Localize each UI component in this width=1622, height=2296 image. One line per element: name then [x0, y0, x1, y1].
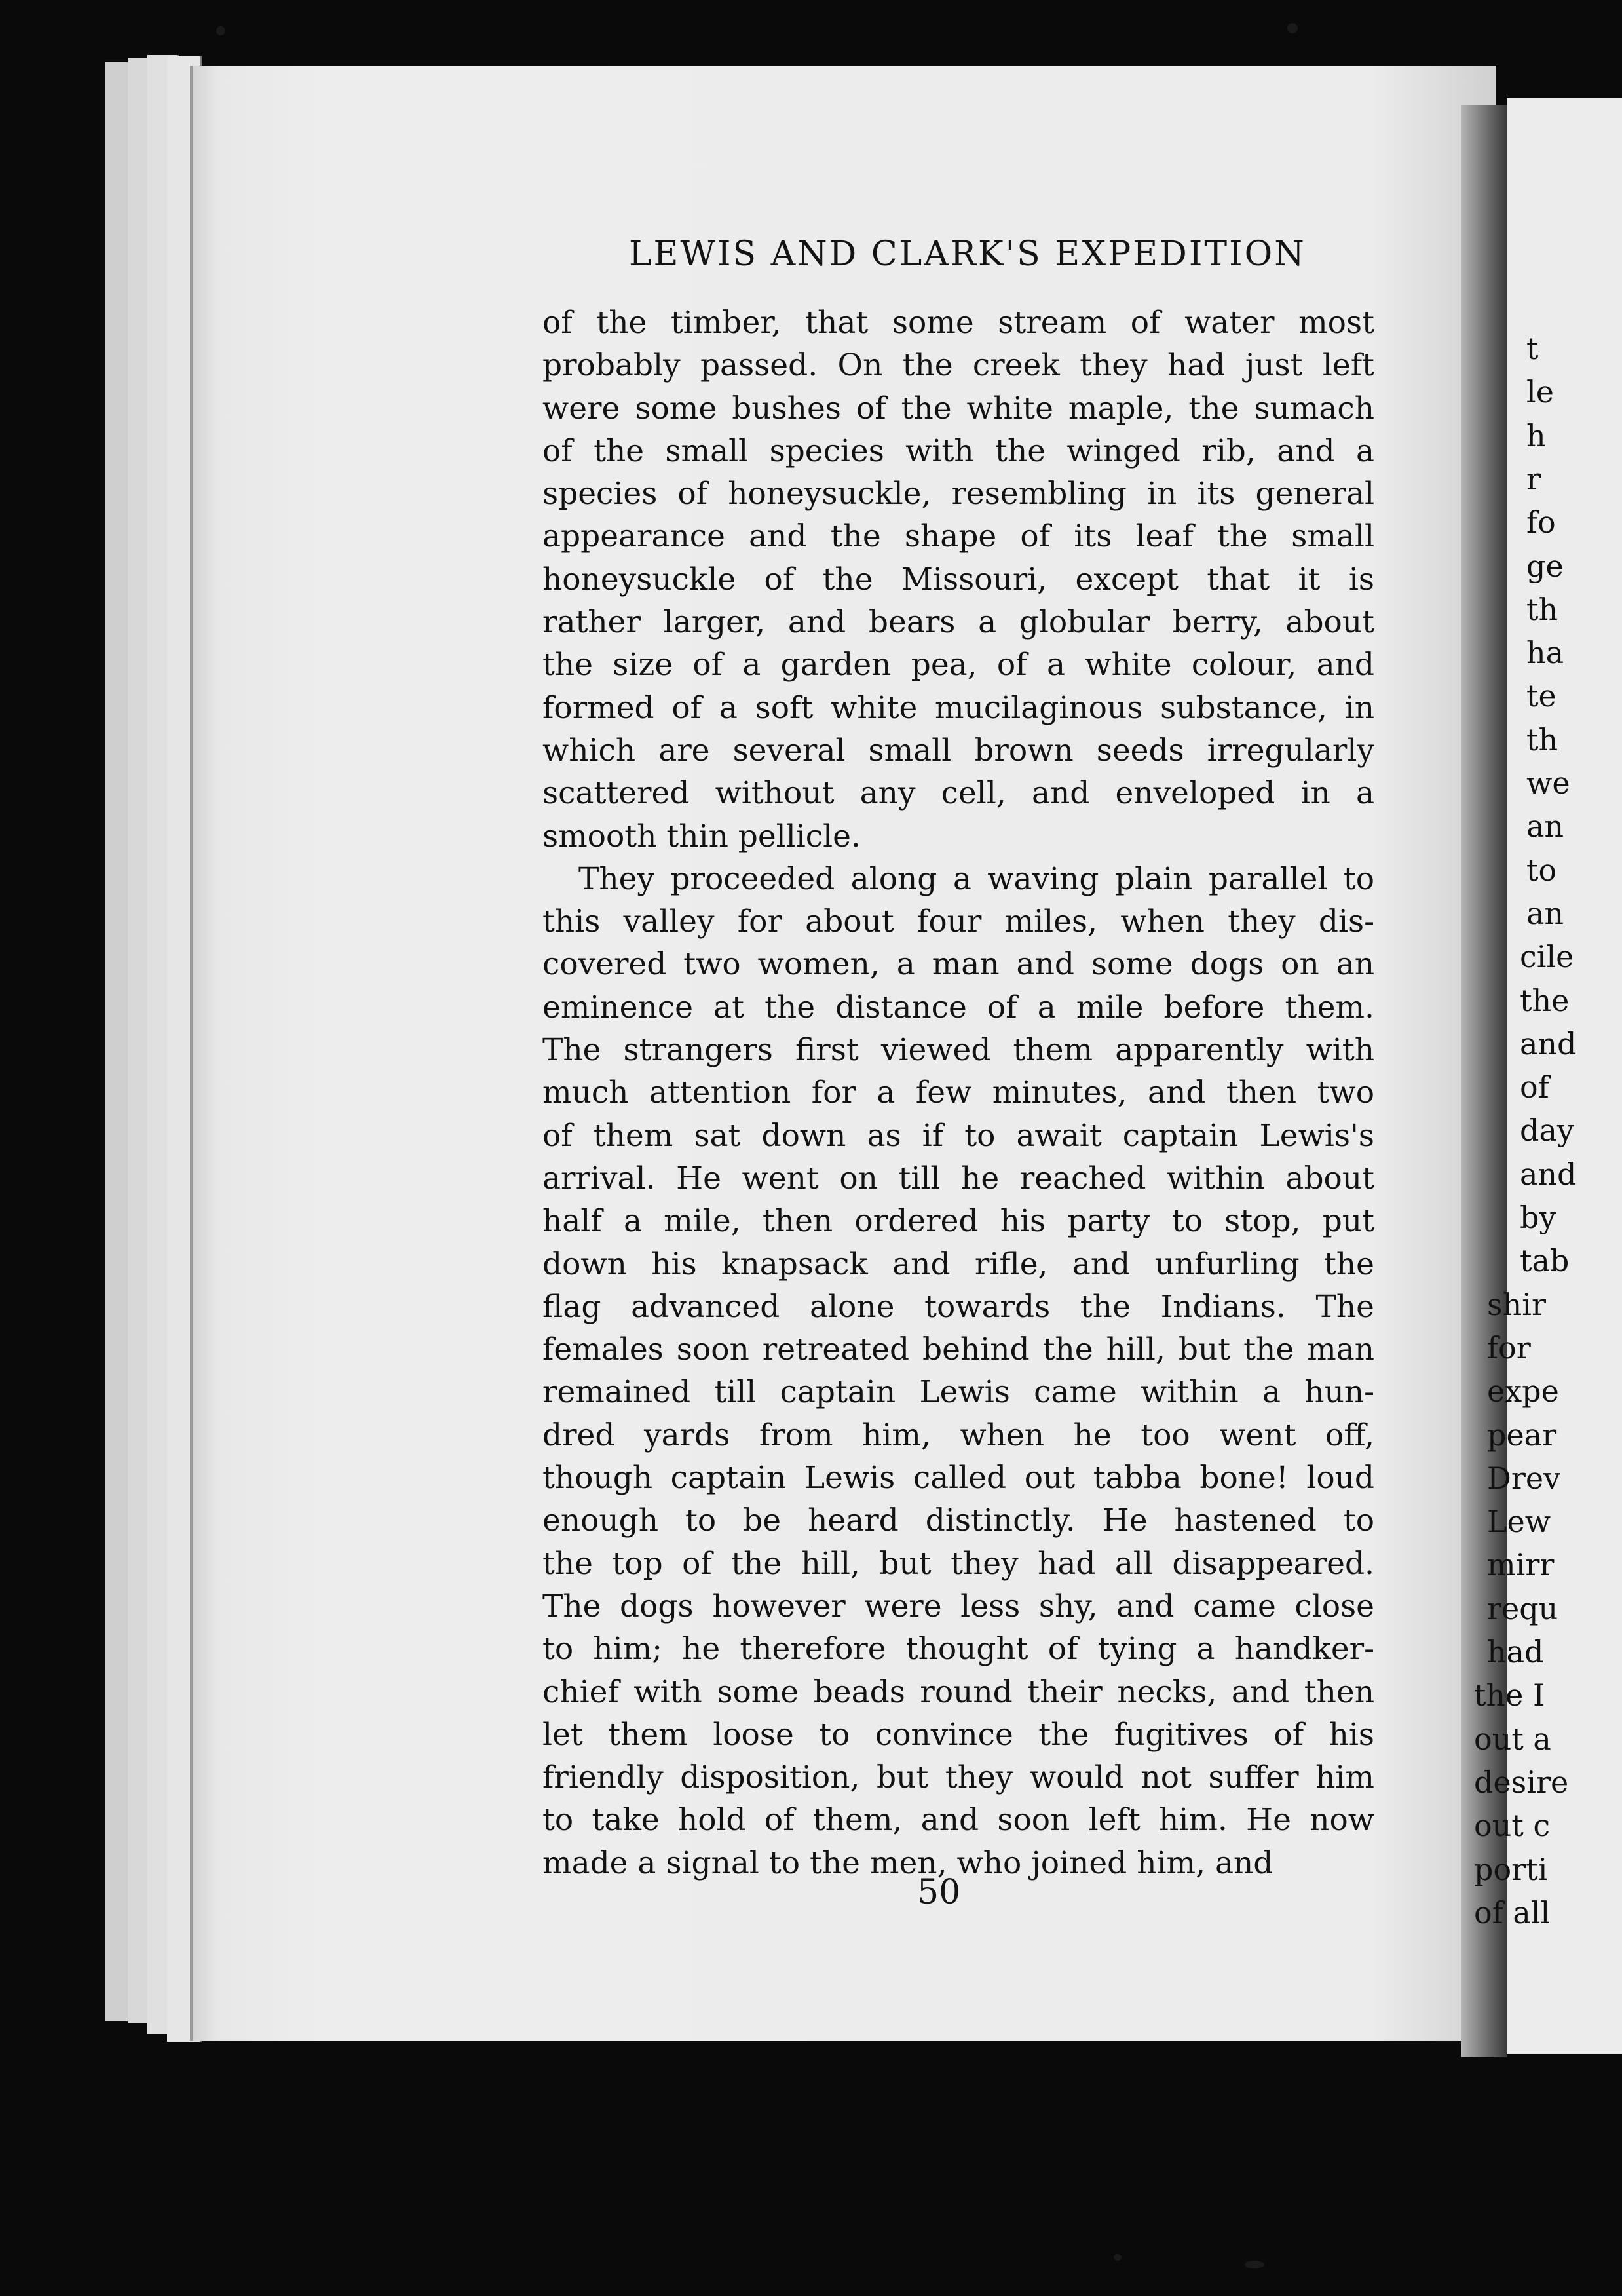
text-line: The strangers first viewed them apparently with: [542, 1032, 1374, 1069]
dust-speck: [1114, 2254, 1122, 2261]
text-line: covered two women, a man and some dogs on an: [542, 946, 1374, 983]
facing-page-fragment: cile: [1520, 939, 1574, 975]
facing-page-fragment: desire: [1474, 1764, 1569, 1800]
facing-page-fragment: Lew: [1487, 1504, 1551, 1540]
text-line: dred yards from him, when he too went off,: [542, 1417, 1374, 1453]
text-line: remained till captain Lewis came within a hun-: [542, 1374, 1374, 1411]
facing-page-fragment: we: [1526, 765, 1570, 801]
facing-page-fragment: th: [1526, 591, 1558, 627]
facing-page-fragment: Drev: [1487, 1460, 1561, 1496]
body-text: [542, 301, 1374, 1885]
facing-page-fragment: by: [1520, 1200, 1556, 1235]
text-line: flag advanced alone towards the Indians. The: [542, 1288, 1374, 1325]
dust-speck: [216, 26, 225, 35]
facing-page-fragment: out a: [1474, 1721, 1551, 1757]
text-line: honeysuckle of the Missouri, except that it is: [542, 561, 1374, 598]
text-line: appearance and the shape of its leaf the small: [542, 518, 1374, 555]
facing-page-fragment: an: [1526, 809, 1564, 845]
text-line: though captain Lewis called out tabba bone! loud: [542, 1460, 1374, 1497]
running-head: LEWIS AND CLARK'S EXPEDITION: [629, 235, 1306, 274]
facing-page-fragment: day: [1520, 1113, 1574, 1149]
text-line: species of honeysuckle, resembling in its general: [542, 476, 1374, 512]
facing-page-fragment: h: [1526, 417, 1546, 453]
text-line: the top of the hill, but they had all disappeared.: [542, 1545, 1374, 1582]
text-line: down his knapsack and rifle, and unfurling the: [542, 1246, 1374, 1282]
dust-speck: [1287, 23, 1298, 33]
facing-page-fragment: r: [1526, 461, 1541, 497]
facing-page-fragment: fo: [1526, 505, 1556, 541]
facing-page-fragment: le: [1526, 374, 1554, 410]
text-line: of the timber, that some stream of water most: [542, 305, 1374, 341]
facing-page-fragment: to: [1526, 852, 1557, 888]
text-line: half a mile, then ordered his party to stop, put: [542, 1203, 1374, 1240]
text-line: friendly disposition, but they would not suffer him: [542, 1759, 1374, 1796]
text-line: eminence at the distance of a mile before them.: [542, 989, 1374, 1025]
facing-page-fragment: ha: [1526, 635, 1564, 671]
facing-page-fragment: pear: [1487, 1417, 1557, 1453]
facing-page-fragment: an: [1526, 895, 1564, 931]
facing-page-fragment: out c: [1474, 1808, 1551, 1844]
text-line: rather larger, and bears a globular berry, about: [542, 604, 1374, 641]
text-line: formed of a soft white mucilaginous substance, in: [542, 689, 1374, 726]
facing-page-fragment: te: [1526, 678, 1556, 714]
facing-page-fragment: and: [1520, 1025, 1577, 1062]
facing-page-fragment: tab: [1520, 1243, 1570, 1279]
text-line: scattered without any cell, and enveloped in a: [542, 775, 1374, 812]
text-line: smooth thin pellicle.: [542, 818, 861, 854]
facing-page-fragment: had: [1487, 1634, 1544, 1670]
facing-page-fragment: shir: [1487, 1286, 1546, 1322]
facing-page-fragment: porti: [1474, 1851, 1548, 1887]
text-line: The dogs however were less shy, and came close: [542, 1588, 1374, 1624]
text-line: females soon retreated behind the hill, but the man: [542, 1331, 1374, 1368]
facing-page-fragment: of all: [1474, 1894, 1551, 1930]
page-number: 50: [917, 1873, 961, 1912]
text-line: were some bushes of the white maple, the sumach: [542, 390, 1374, 427]
text-line: made a signal to the men, who joined him, and: [542, 1845, 1273, 1881]
text-line: chief with some beads round their necks, and then: [542, 1674, 1374, 1710]
facing-page-fragment: expe: [1487, 1373, 1559, 1409]
facing-page-fragment: the I: [1474, 1677, 1545, 1713]
text-line: enough to be heard distinctly. He hastened to: [542, 1502, 1374, 1539]
facing-page-fragment: th: [1526, 721, 1558, 757]
text-line: to him; he therefore thought of tying a handker-: [542, 1631, 1374, 1668]
facing-page: [1474, 98, 1622, 2054]
facing-page-fragment: the: [1520, 982, 1570, 1018]
text-line: this valley for about four miles, when they dis-: [542, 904, 1374, 940]
text-line: of them sat down as if to await captain Lewis's: [542, 1117, 1374, 1154]
text-line: arrival. He went on till he reached within about: [542, 1160, 1374, 1196]
text-line: They proceeded along a waving plain parallel to: [578, 860, 1374, 897]
dust-speck: [1245, 2261, 1264, 2268]
text-line: let them loose to convince the fugitives of his: [542, 1716, 1374, 1753]
text-line: which are several small brown seeds irregularly: [542, 732, 1374, 769]
facing-page-fragment: of: [1520, 1069, 1549, 1105]
text-line: much attention for a few minutes, and then two: [542, 1075, 1374, 1111]
facing-page-fragment: t: [1526, 331, 1539, 366]
facing-page-fragment: for: [1487, 1330, 1531, 1366]
facing-page-fragment: ge: [1526, 548, 1564, 584]
facing-page-fragment: and: [1520, 1156, 1577, 1192]
text-line: to take hold of them, and soon left him. He now: [542, 1802, 1374, 1839]
text-line: of the small species with the winged rib, and a: [542, 432, 1374, 469]
facing-page-fragment: mirr: [1487, 1547, 1555, 1583]
text-line: probably passed. On the creek they had just left: [542, 347, 1374, 384]
facing-page-fragment: requ: [1487, 1590, 1558, 1626]
text-line: the size of a garden pea, of a white colour, and: [542, 647, 1374, 683]
